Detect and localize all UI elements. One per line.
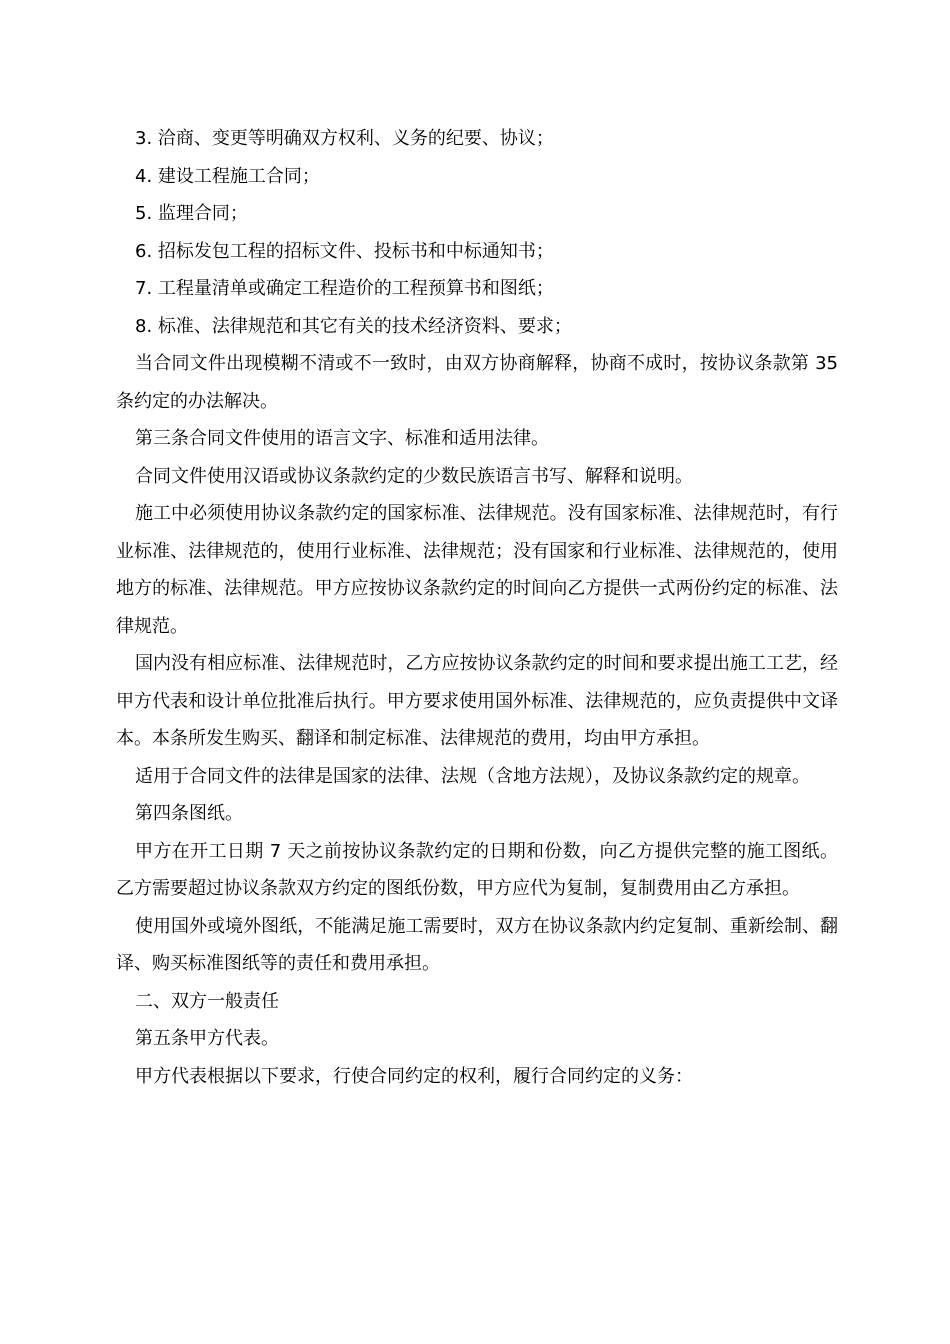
article-heading-3: 第三条合同文件使用的语言文字、标准和适用法律。	[135, 428, 549, 449]
body-paragraph: 国内没有相应标准、法律规范时，乙方应按协议条款约定的时间和要求提出施工工艺，经甲方代表和设计单位批准后执行。甲方要求使用国外标准、法律规范的，应负责提供中文译本。本条所发生购买、翻译和制定标准、法律规范的费用，均由甲方承担。	[116, 653, 838, 749]
document-body	[116, 120, 838, 1095]
article-heading-5: 第五条甲方代表。	[135, 1028, 279, 1049]
section-heading-2: 二、双方一般责任	[135, 990, 279, 1012]
list-item-4: 4. 建设工程施工合同；	[135, 165, 320, 187]
list-item-3: 3. 洽商、变更等明确双方权利、义务的纪要、协议；	[135, 128, 554, 149]
body-paragraph: 合同文件使用汉语或协议条款约定的少数民族语言书写、解释和说明。	[135, 465, 693, 487]
list-item-5: 5. 监理合同；	[135, 203, 248, 224]
list-item-6: 6. 招标发包工程的招标文件、投标书和中标通知书；	[135, 240, 554, 262]
body-paragraph: 使用国外或境外图纸，不能满足施工需要时，双方在协议条款内约定复制、重新绘制、翻译、购买标准图纸等的责任和费用承担。	[116, 915, 838, 974]
body-paragraph: 甲方在开工日期 7 天之前按协议条款约定的日期和份数，向乙方提供完整的施工图纸。乙方需要超过协议条款双方约定的图纸份数，甲方应代为复制，复制费用由乙方承担。	[116, 840, 838, 899]
list-item-8: 8. 标准、法律规范和其它有关的技术经济资料、要求；	[135, 315, 572, 337]
body-paragraph: 适用于合同文件的法律是国家的法律、法规（含地方法规），及协议条款约定的规章。	[135, 765, 810, 787]
body-paragraph: 甲方代表根据以下要求，行使合同约定的权利，履行合同约定的义务：	[135, 1065, 693, 1087]
body-paragraph: 施工中必须使用协议条款约定的国家标准、法律规范。没有国家标准、法律规范时，有行业标准、法律规范的，使用行业标准、法律规范；没有国家和行业标准、法律规范的，使用地方的标准、法律规范。甲方应按协议条款约定的时间向乙方提供一式两份约定的标准、法律规范。	[116, 503, 838, 637]
article-heading-4: 第四条图纸。	[135, 803, 243, 824]
list-item-7: 7. 工程量清单或确定工程造价的工程预算书和图纸；	[135, 278, 554, 299]
body-paragraph: 当合同文件出现模糊不清或不一致时，由双方协商解释，协商不成时，按协议条款第 35 条约定的办法解决。	[116, 353, 838, 412]
